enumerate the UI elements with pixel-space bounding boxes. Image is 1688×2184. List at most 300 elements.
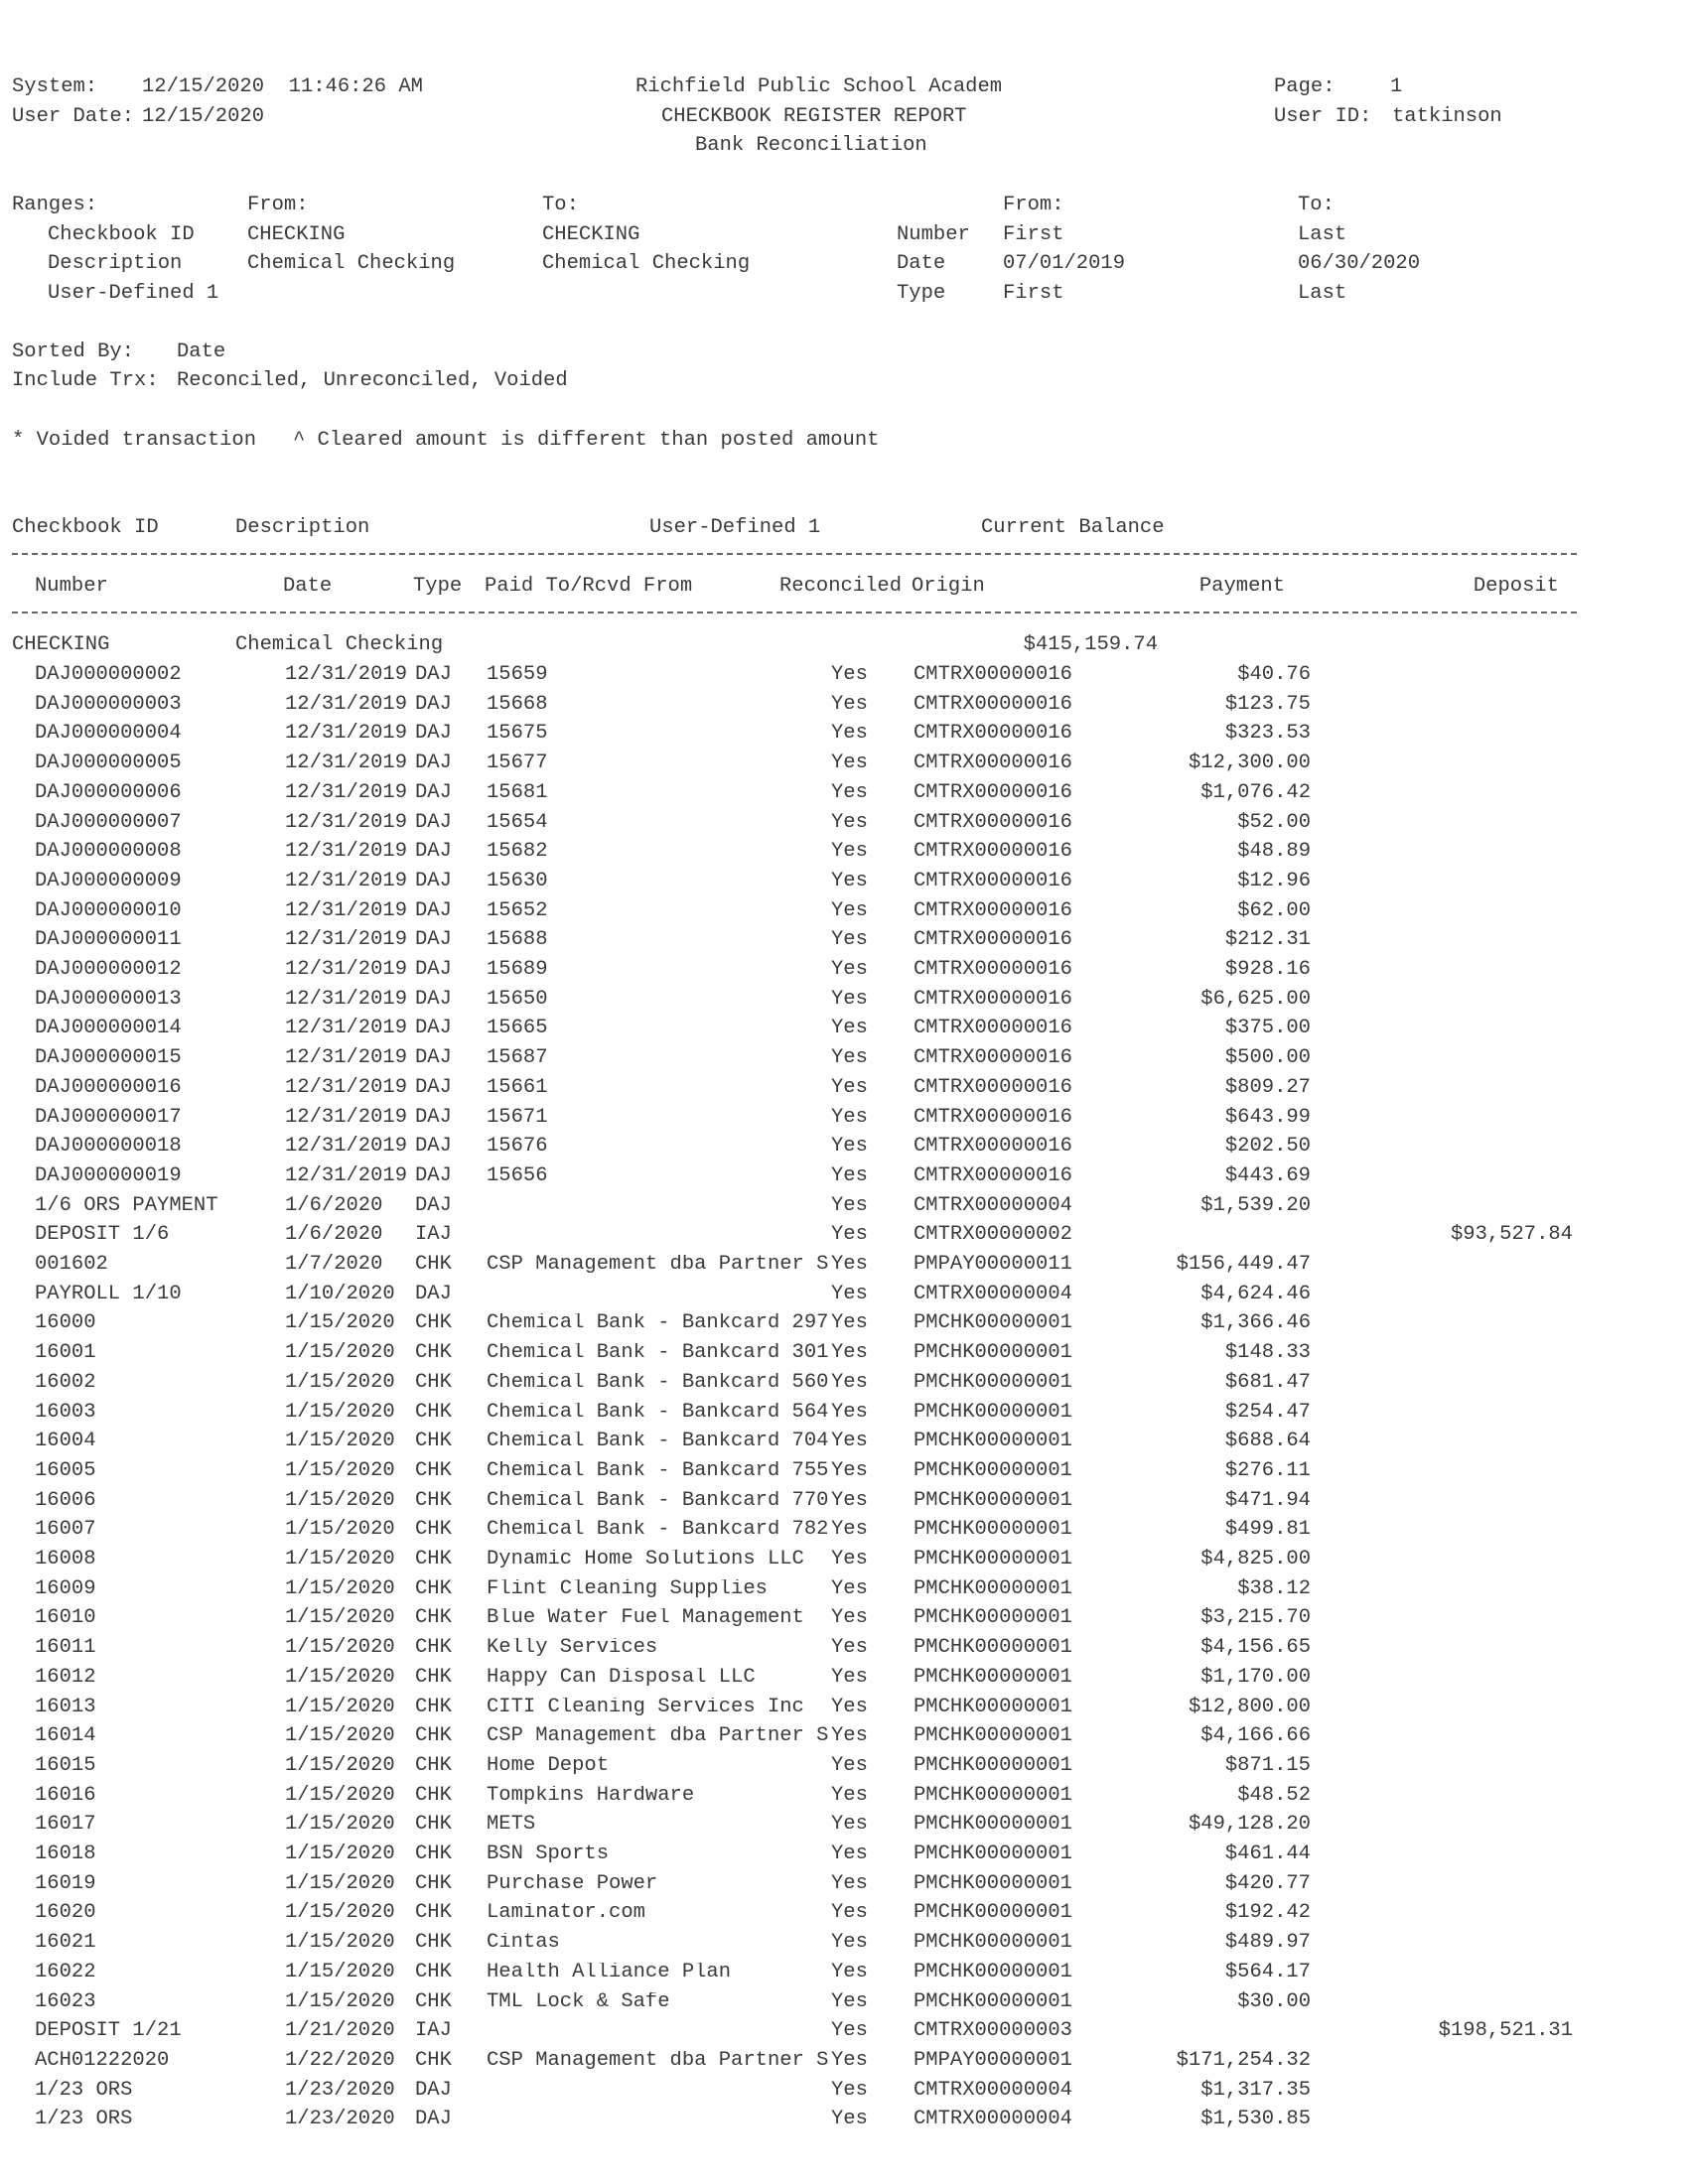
transaction-type: IAJ <box>415 1223 452 1247</box>
table-row <box>0 1137 1688 1164</box>
transaction-type: CHK <box>415 1871 452 1895</box>
reconciled-status: Yes <box>831 1901 868 1925</box>
transaction-date: 1/15/2020 <box>285 1341 395 1365</box>
range-to-2: Last <box>1298 223 1347 246</box>
transaction-type: DAJ <box>415 2078 452 2102</box>
payment-amount: $40.76 <box>1237 663 1311 686</box>
table-row <box>0 1075 1688 1106</box>
payment-amount: $52.00 <box>1237 810 1311 834</box>
table-row <box>0 1576 1688 1607</box>
paid-to: CSP Management dba Partner S <box>487 2050 829 2072</box>
origin-code: CMTRX00000016 <box>914 692 1072 716</box>
payment-amount: $4,156.65 <box>1200 1636 1311 1660</box>
header-rule-top <box>12 553 1577 555</box>
table-row <box>0 810 1688 841</box>
transaction-type: CHK <box>415 1960 452 1983</box>
paid-to: 15688 <box>487 930 548 951</box>
ranges-from-label-2: From: <box>1003 194 1064 216</box>
transaction-type: CHK <box>415 1488 452 1512</box>
reconciled-status: Yes <box>831 1606 868 1630</box>
transaction-type: CHK <box>415 1311 452 1335</box>
transaction-type: CHK <box>415 1989 452 2013</box>
user-date-value: 12/15/2020 <box>142 105 265 128</box>
payment-amount: $420.77 <box>1224 1871 1311 1895</box>
transaction-date: 12/31/2019 <box>285 810 408 834</box>
transaction-date: 1/15/2020 <box>285 1458 395 1482</box>
origin-code: PMCHK00000001 <box>914 1400 1072 1424</box>
reconciled-status: Yes <box>831 810 868 834</box>
col-date: Date <box>283 575 333 598</box>
transaction-date: 1/15/2020 <box>285 1548 395 1570</box>
ranges-to-label: To: <box>542 194 579 216</box>
reconciled-status: Yes <box>831 928 868 952</box>
col-current-balance: Current Balance <box>981 516 1165 539</box>
transaction-date: 1/23/2020 <box>285 2078 395 2102</box>
table-row <box>0 842 1688 870</box>
col-type: Type <box>413 575 463 598</box>
transaction-type: DAJ <box>415 751 452 775</box>
transaction-number: DAJ000000017 <box>35 1105 182 1129</box>
table-row <box>0 1520 1688 1548</box>
range-name: User-Defined 1 <box>48 282 219 305</box>
col-number: Number <box>35 575 108 598</box>
paid-to: METS <box>487 1815 536 1836</box>
payment-amount: $489.97 <box>1224 1931 1311 1955</box>
report-title: CHECKBOOK REGISTER REPORT <box>661 105 967 128</box>
table-row <box>0 2078 1688 2109</box>
sorted-by-value: Date <box>177 341 226 363</box>
origin-code: PMCHK00000001 <box>914 1606 1072 1630</box>
table-row <box>0 1343 1688 1371</box>
paid-to: Laminator.com <box>487 1903 645 1924</box>
paid-to: Kelly Services <box>487 1638 658 1659</box>
transaction-type: DAJ <box>415 780 452 804</box>
reconciled-status: Yes <box>831 1843 868 1865</box>
origin-code: PMCHK00000001 <box>914 1871 1072 1895</box>
paid-to: 15630 <box>487 871 548 892</box>
origin-code: PMCHK00000001 <box>914 1488 1072 1512</box>
payment-amount: $4,825.00 <box>1200 1548 1311 1570</box>
reconciled-status: Yes <box>831 1576 868 1600</box>
transaction-number: 16016 <box>35 1783 96 1807</box>
origin-code: CMTRX00000016 <box>914 898 1072 922</box>
transaction-date: 12/31/2019 <box>285 780 408 804</box>
col-checkbook-id: Checkbook ID <box>12 516 159 539</box>
table-row <box>0 1225 1688 1253</box>
transaction-type: DAJ <box>415 1105 452 1129</box>
col-user-defined: User-Defined 1 <box>649 516 821 539</box>
transaction-date: 1/15/2020 <box>285 1518 395 1542</box>
transaction-date: 12/31/2019 <box>285 1135 408 1159</box>
origin-code: PMCHK00000001 <box>914 1518 1072 1542</box>
table-row <box>0 1638 1688 1666</box>
deposit-amount: $198,521.31 <box>1438 2019 1573 2043</box>
origin-code: CMTRX00000016 <box>914 810 1072 834</box>
payment-amount: $809.27 <box>1224 1075 1311 1099</box>
paid-to: Health Alliance Plan <box>487 1962 732 1983</box>
transaction-date: 1/15/2020 <box>285 1843 395 1865</box>
reconciled-status: Yes <box>831 1282 868 1305</box>
payment-amount: $1,317.35 <box>1200 2078 1311 2102</box>
transaction-number: 16004 <box>35 1430 96 1453</box>
table-row <box>0 1753 1688 1784</box>
paid-to: 15650 <box>487 989 548 1011</box>
transaction-type: DAJ <box>415 898 452 922</box>
col-deposit: Deposit <box>1473 575 1559 598</box>
reconciled-status: Yes <box>831 1400 868 1424</box>
origin-code: PMCHK00000001 <box>914 1843 1072 1865</box>
table-row <box>0 1903 1688 1931</box>
transaction-number: DAJ000000016 <box>35 1075 182 1099</box>
payment-amount: $12.96 <box>1237 869 1311 892</box>
transaction-number: DAJ000000005 <box>35 751 182 775</box>
paid-to: 15659 <box>487 665 548 686</box>
origin-code: CMTRX00000016 <box>914 1163 1072 1187</box>
transaction-date: 1/6/2020 <box>285 1193 383 1217</box>
origin-code: PMPAY00000001 <box>914 2048 1072 2072</box>
origin-code: CMTRX00000016 <box>914 840 1072 864</box>
transaction-type: CHK <box>415 1341 452 1365</box>
paid-to: CSP Management dba Partner S <box>487 1255 829 1276</box>
transaction-type: DAJ <box>415 663 452 686</box>
paid-to: TML Lock & Safe <box>487 1991 670 2012</box>
transaction-number: DAJ000000010 <box>35 898 182 922</box>
reconciled-status: Yes <box>831 1370 868 1394</box>
payment-amount: $928.16 <box>1224 958 1311 981</box>
user-date-label: User Date: <box>12 105 135 128</box>
origin-code: PMCHK00000001 <box>914 1753 1072 1777</box>
paid-to: Chemical Bank - Bankcard 297 <box>487 1313 829 1334</box>
col-reconciled: Reconciled <box>779 575 903 598</box>
transaction-type: CHK <box>415 1458 452 1482</box>
reconciled-status: Yes <box>831 1753 868 1777</box>
range-from-2: 07/01/2019 <box>1003 252 1126 275</box>
page-number: 1 <box>1390 75 1403 98</box>
transaction-date: 1/15/2020 <box>285 1989 395 2013</box>
transaction-number: 16014 <box>35 1724 96 1748</box>
ranges-label: Ranges: <box>12 194 98 216</box>
transaction-type: CHK <box>415 1548 452 1570</box>
transaction-date: 1/15/2020 <box>285 1695 395 1718</box>
transaction-date: 12/31/2019 <box>285 1105 408 1129</box>
paid-to: 15677 <box>487 753 548 774</box>
transaction-type: DAJ <box>415 692 452 716</box>
transaction-type: CHK <box>415 1724 452 1748</box>
table-row <box>0 869 1688 899</box>
transaction-type: CHK <box>415 1843 452 1865</box>
origin-code: CMTRX00000016 <box>914 928 1072 952</box>
transaction-type: DAJ <box>415 1017 452 1040</box>
transaction-type: DAJ <box>415 1163 452 1187</box>
transaction-type: CHK <box>415 1253 452 1276</box>
reconciled-status: Yes <box>831 1518 868 1542</box>
paid-to: 15681 <box>487 782 548 804</box>
paid-to: 15652 <box>487 900 548 922</box>
reconciled-status: Yes <box>831 1488 868 1512</box>
range-name-2: Date <box>897 252 946 275</box>
transaction-number: DAJ000000002 <box>35 663 182 686</box>
transaction-type: DAJ <box>415 810 452 834</box>
range-to-2: 06/30/2020 <box>1298 252 1421 275</box>
paid-to: Blue Water Fuel Management <box>487 1608 804 1629</box>
table-row <box>0 1488 1688 1519</box>
payment-amount: $643.99 <box>1224 1105 1311 1129</box>
payment-amount: $681.47 <box>1224 1370 1311 1394</box>
payment-amount: $3,215.70 <box>1200 1606 1311 1630</box>
checkbook-description: Chemical Checking <box>235 633 444 656</box>
table-row <box>0 898 1688 929</box>
range-from: Chemical Checking <box>247 252 456 275</box>
transaction-type: DAJ <box>415 840 452 864</box>
payment-amount: $276.11 <box>1224 1458 1311 1482</box>
table-row <box>0 724 1688 751</box>
reconciled-status: Yes <box>831 1989 868 2013</box>
transaction-number: DAJ000000015 <box>35 1046 182 1070</box>
origin-code: CMTRX00000004 <box>914 1282 1072 1305</box>
paid-to: Chemical Bank - Bankcard 770 <box>487 1490 829 1512</box>
transaction-date: 12/31/2019 <box>285 1046 408 1070</box>
include-trx-label: Include Trx: <box>12 369 159 392</box>
reconciled-status: Yes <box>831 1105 868 1129</box>
table-row <box>0 1960 1688 1990</box>
transaction-date: 1/15/2020 <box>285 1960 395 1983</box>
transaction-number: PAYROLL 1/10 <box>35 1282 182 1305</box>
transaction-number: 16012 <box>35 1665 96 1689</box>
paid-to: CSP Management dba Partner S <box>487 1726 829 1747</box>
transaction-number: 16017 <box>35 1813 96 1837</box>
table-row <box>0 1255 1688 1283</box>
reconciled-status: Yes <box>831 1960 868 1983</box>
transaction-date: 1/15/2020 <box>285 1783 395 1807</box>
transaction-date: 1/15/2020 <box>285 1931 395 1955</box>
reconciled-status: Yes <box>831 1017 868 1040</box>
table-row <box>0 1282 1688 1312</box>
payment-amount: $499.81 <box>1224 1518 1311 1542</box>
paid-to: Chemical Bank - Bankcard 782 <box>487 1520 829 1541</box>
transaction-number: 16010 <box>35 1606 96 1630</box>
origin-code: PMCHK00000001 <box>914 1341 1072 1365</box>
system-label: System: <box>12 75 98 98</box>
table-row <box>0 960 1688 988</box>
transaction-date: 1/7/2020 <box>285 1253 383 1276</box>
transaction-number: 16007 <box>35 1518 96 1542</box>
payment-amount: $1,366.46 <box>1200 1311 1311 1335</box>
origin-code: CMTRX00000016 <box>914 1017 1072 1040</box>
transaction-type: CHK <box>415 1576 452 1600</box>
reconciled-status: Yes <box>831 1871 868 1895</box>
table-row <box>0 1370 1688 1401</box>
transaction-type: IAJ <box>415 2019 452 2043</box>
transaction-date: 1/15/2020 <box>285 1400 395 1424</box>
origin-code: PMCHK00000001 <box>914 1311 1072 1335</box>
transaction-date: 1/15/2020 <box>285 1813 395 1837</box>
table-row <box>0 665 1688 693</box>
transaction-date: 1/22/2020 <box>285 2048 395 2072</box>
transaction-type: CHK <box>415 1931 452 1955</box>
transaction-number: 16002 <box>35 1370 96 1394</box>
transaction-type: CHK <box>415 1606 452 1630</box>
reconciled-status: Yes <box>831 751 868 775</box>
paid-to: Flint Cleaning Supplies <box>487 1578 768 1600</box>
table-row <box>0 1550 1688 1577</box>
transaction-number: 16001 <box>35 1341 96 1365</box>
range-to: Chemical Checking <box>542 252 751 275</box>
transaction-date: 1/15/2020 <box>285 1636 395 1660</box>
transaction-number: DAJ000000009 <box>35 869 182 892</box>
transaction-number: DAJ000000013 <box>35 987 182 1011</box>
transaction-date: 12/31/2019 <box>285 663 408 686</box>
transaction-number: DAJ000000007 <box>35 810 182 834</box>
table-row <box>0 1844 1688 1872</box>
paid-to: 15682 <box>487 842 548 863</box>
origin-code: CMTRX00000016 <box>914 1105 1072 1129</box>
reconciled-status: Yes <box>831 1695 868 1718</box>
transaction-date: 1/15/2020 <box>285 1753 395 1777</box>
origin-code: CMTRX00000016 <box>914 722 1072 746</box>
reconciled-status: Yes <box>831 840 868 864</box>
paid-to: Chemical Bank - Bankcard 704 <box>487 1432 829 1452</box>
report-subtitle: Bank Reconciliation <box>695 134 927 157</box>
transaction-number: 16018 <box>35 1843 96 1865</box>
reconciled-status: Yes <box>831 1253 868 1276</box>
payment-amount: $148.33 <box>1224 1341 1311 1365</box>
reconciled-status: Yes <box>831 1783 868 1807</box>
range-name-2: Number <box>897 223 970 246</box>
reconciled-status: Yes <box>831 1458 868 1482</box>
range-name-2: Type <box>897 282 946 305</box>
transaction-date: 12/31/2019 <box>285 840 408 864</box>
reconciled-status: Yes <box>831 1548 868 1570</box>
payment-amount: $30.00 <box>1237 1989 1311 2013</box>
reconciled-status: Yes <box>831 1636 868 1660</box>
payment-amount: $375.00 <box>1224 1017 1311 1040</box>
reconciled-status: Yes <box>831 869 868 892</box>
payment-amount: $12,800.00 <box>1188 1695 1311 1718</box>
table-row <box>0 1989 1688 2020</box>
ranges-from-label: From: <box>247 194 309 216</box>
reconciled-status: Yes <box>831 1193 868 1217</box>
transaction-type: CHK <box>415 1695 452 1718</box>
payment-amount: $6,625.00 <box>1200 987 1311 1011</box>
payment-amount: $1,170.00 <box>1200 1665 1311 1689</box>
origin-code: CMTRX00000016 <box>914 1046 1072 1070</box>
payment-amount: $171,254.32 <box>1176 2048 1311 2072</box>
paid-to: 15668 <box>487 694 548 716</box>
transaction-number: 16009 <box>35 1576 96 1600</box>
origin-code: CMTRX00000016 <box>914 780 1072 804</box>
transaction-type: DAJ <box>415 2108 452 2131</box>
transaction-number: DAJ000000014 <box>35 1017 182 1040</box>
origin-code: PMCHK00000001 <box>914 1458 1072 1482</box>
payment-amount: $564.17 <box>1224 1960 1311 1983</box>
origin-code: CMTRX00000004 <box>914 2108 1072 2131</box>
table-row <box>0 1105 1688 1136</box>
transaction-number: DAJ000000004 <box>35 722 182 746</box>
legend-text: * Voided transaction ^ Cleared amount is different than posted amount <box>12 429 880 452</box>
page-label: Page: <box>1274 75 1336 98</box>
reconciled-status: Yes <box>831 1724 868 1748</box>
table-row <box>0 1400 1688 1431</box>
transaction-date: 12/31/2019 <box>285 958 408 981</box>
user-id-label: User ID: <box>1274 105 1372 128</box>
transaction-date: 12/31/2019 <box>285 1163 408 1187</box>
transaction-number: DAJ000000012 <box>35 958 182 981</box>
paid-to: BSN Sports <box>487 1844 610 1865</box>
transaction-number: DEPOSIT 1/6 <box>35 1223 170 1247</box>
origin-code: CMTRX00000016 <box>914 663 1072 686</box>
range-from-2: First <box>1003 223 1064 246</box>
origin-code: PMCHK00000001 <box>914 1665 1072 1689</box>
origin-code: PMCHK00000001 <box>914 1813 1072 1837</box>
table-row <box>0 1313 1688 1341</box>
transaction-type: CHK <box>415 1813 452 1837</box>
payment-amount: $202.50 <box>1224 1135 1311 1159</box>
transaction-type: CHK <box>415 1783 452 1807</box>
origin-code: PMCHK00000001 <box>914 1576 1072 1600</box>
paid-to: 15665 <box>487 1019 548 1039</box>
origin-code: CMTRX00000004 <box>914 1193 1072 1217</box>
transaction-number: DAJ000000011 <box>35 928 182 952</box>
transaction-date: 1/6/2020 <box>285 1223 383 1247</box>
payment-amount: $254.47 <box>1224 1400 1311 1424</box>
transaction-type: CHK <box>415 1518 452 1542</box>
payment-amount: $48.89 <box>1237 840 1311 864</box>
col-paid-to: Paid To/Rcvd From <box>485 575 693 598</box>
origin-code: PMCHK00000001 <box>914 1783 1072 1807</box>
table-row <box>0 1933 1688 1961</box>
reconciled-status: Yes <box>831 1665 868 1689</box>
payment-amount: $1,530.85 <box>1200 2108 1311 2131</box>
paid-to: 15656 <box>487 1165 548 1187</box>
table-row <box>0 753 1688 781</box>
payment-amount: $871.15 <box>1224 1753 1311 1777</box>
origin-code: PMCHK00000001 <box>914 1931 1072 1955</box>
payment-amount: $323.53 <box>1224 722 1311 746</box>
payment-amount: $156,449.47 <box>1176 1253 1311 1276</box>
transaction-number: 16011 <box>35 1636 96 1660</box>
origin-code: PMCHK00000001 <box>914 1430 1072 1453</box>
table-row <box>0 930 1688 958</box>
reconciled-status: Yes <box>831 780 868 804</box>
paid-to: Dynamic Home Solutions LLC <box>487 1550 804 1570</box>
origin-code: PMCHK00000001 <box>914 1901 1072 1925</box>
payment-amount: $38.12 <box>1237 1576 1311 1600</box>
transaction-date: 12/31/2019 <box>285 1075 408 1099</box>
company-name: Richfield Public School Academ <box>635 75 1003 98</box>
transaction-type: DAJ <box>415 1075 452 1099</box>
transaction-date: 1/15/2020 <box>285 1370 395 1394</box>
transaction-type: CHK <box>415 1370 452 1394</box>
col-payment: Payment <box>1198 575 1285 598</box>
transaction-number: 16023 <box>35 1989 96 2013</box>
table-row <box>0 1193 1688 1224</box>
transaction-date: 12/31/2019 <box>285 751 408 775</box>
transaction-date: 1/23/2020 <box>285 2108 395 2131</box>
paid-to: Chemical Bank - Bankcard 560 <box>487 1372 829 1394</box>
transaction-type: CHK <box>415 1901 452 1925</box>
origin-code: PMCHK00000001 <box>914 1370 1072 1394</box>
table-row <box>0 2048 1688 2079</box>
table-row <box>0 780 1688 811</box>
table-row <box>0 692 1688 723</box>
payment-amount: $461.44 <box>1224 1843 1311 1865</box>
transaction-type: DAJ <box>415 1193 452 1217</box>
origin-code: PMCHK00000001 <box>914 1960 1072 1983</box>
transaction-date: 12/31/2019 <box>285 928 408 952</box>
table-row <box>0 1783 1688 1814</box>
payment-amount: $688.64 <box>1224 1430 1311 1453</box>
origin-code: CMTRX00000016 <box>914 958 1072 981</box>
